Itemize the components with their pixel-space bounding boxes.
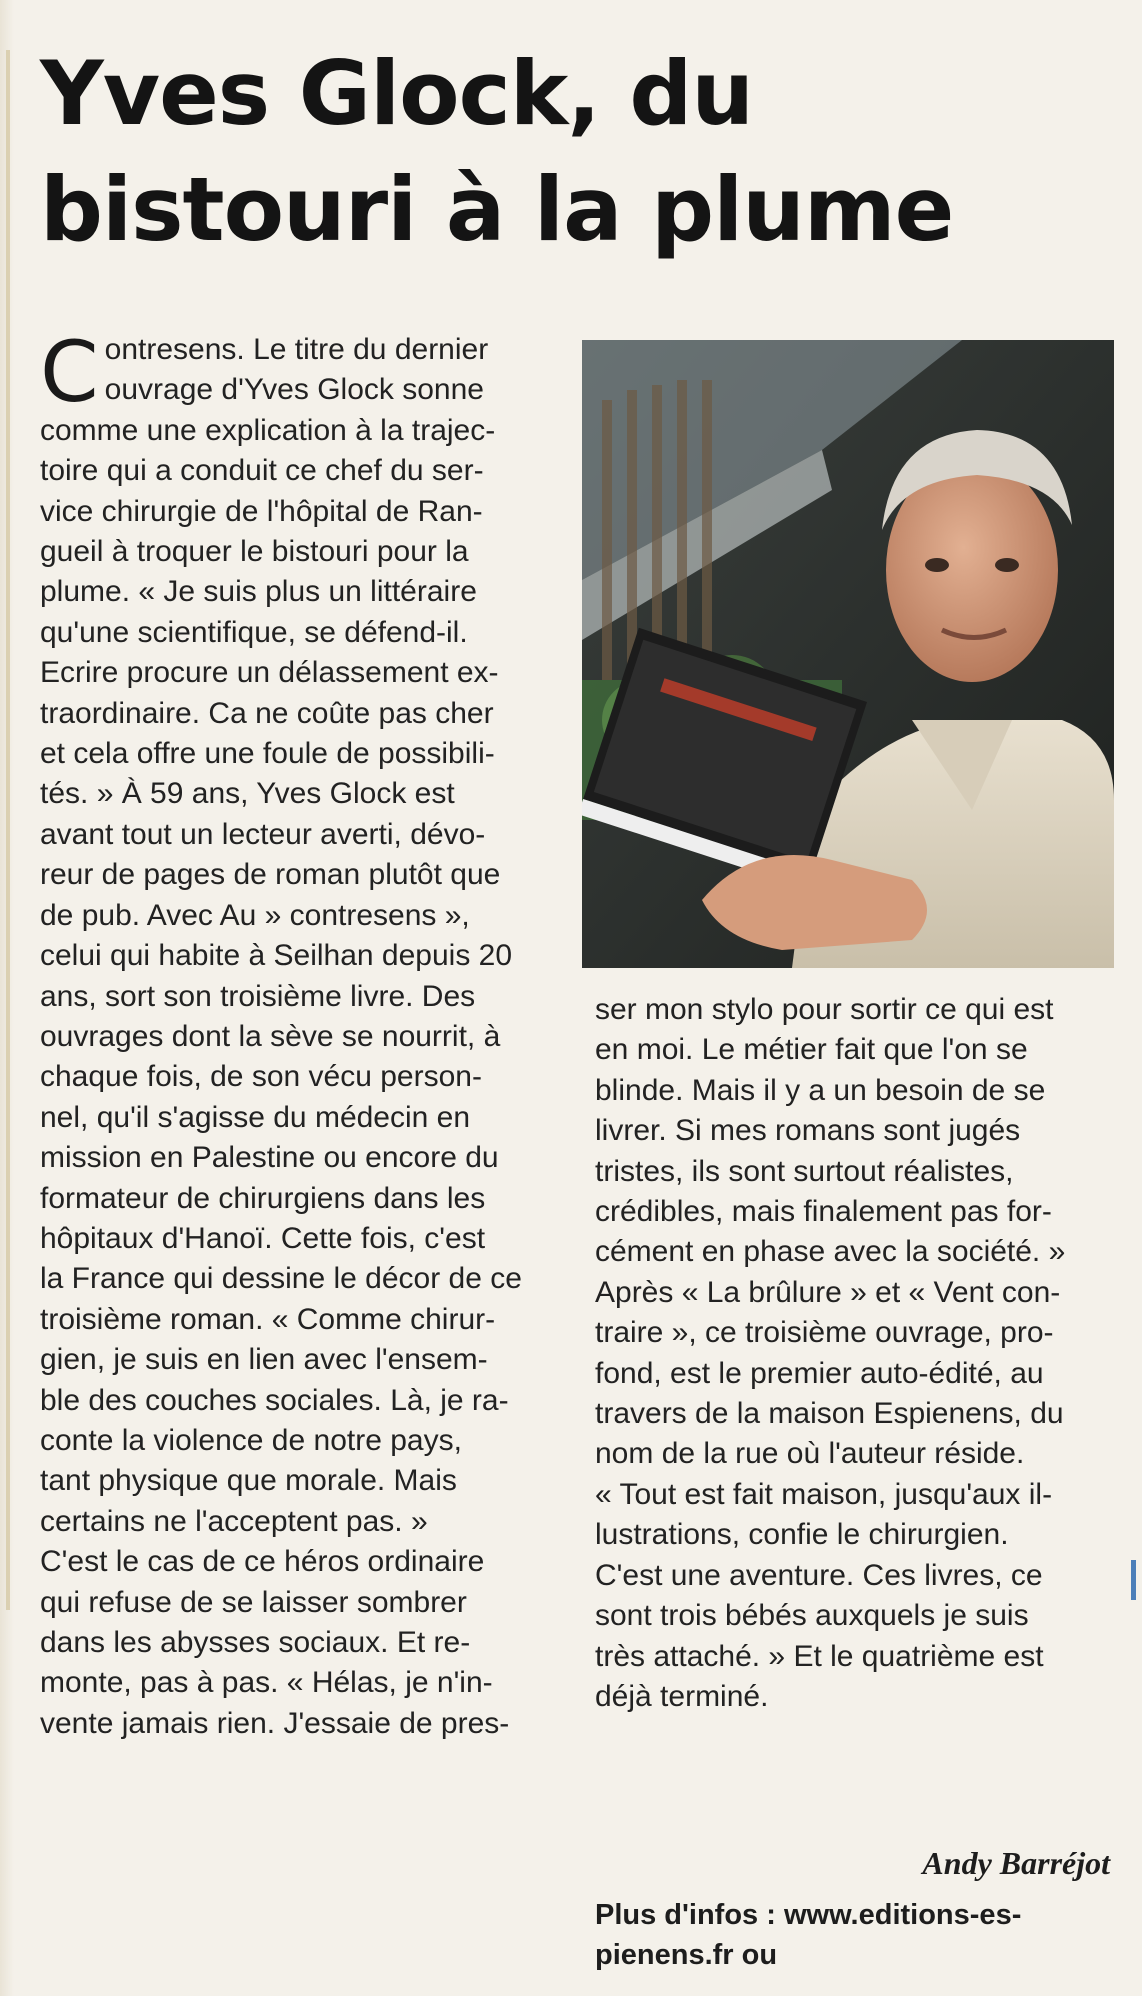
left-column-line: hôpitaux d'Hanoï. Cette fois, c'est (40, 1221, 486, 1255)
headline-line-1: Yves Glock, du (40, 42, 754, 145)
left-column-line: ans, sort son troisième livre. Des (40, 979, 476, 1013)
dropcap-block (40, 330, 560, 411)
more-info-line-1: Plus d'infos : www.editions-es- (595, 1899, 1022, 1931)
margin-accent-bar (6, 50, 10, 1610)
right-column-line: sont trois bébés auxquels je suis (595, 1599, 1029, 1633)
left-column-line: avant tout un lecteur averti, dévo- (40, 817, 486, 851)
portrait-photo (582, 340, 1114, 968)
left-column-line: ontresens. Le titre du dernier (104, 333, 489, 366)
right-column-line: blinde. Mais il y a un besoin de se (595, 1073, 1046, 1107)
left-column-line: ouvrage d'Yves Glock sonne (104, 373, 484, 407)
right-column-line: C'est une aventure. Ces livres, ce (595, 1558, 1043, 1592)
headline (40, 36, 1110, 268)
headline-line-2: bistouri à la plume (40, 158, 954, 261)
left-column-line: mission en Palestine ou encore du (40, 1141, 499, 1175)
left-column-line: plume. « Je suis plus un littéraire (40, 575, 477, 609)
left-column-line: tant physique que morale. Mais (40, 1464, 457, 1498)
right-column (595, 990, 1115, 1717)
right-column-line: tristes, ils sont surtout réalistes, (595, 1154, 1014, 1188)
left-column-line: de pub. Avec Au » contresens », (40, 898, 470, 932)
right-column-line: livrer. Si mes romans sont jugés (595, 1114, 1021, 1148)
left-column-line: chaque fois, de son vécu person- (40, 1060, 482, 1094)
left-column-line: monte, pas à pas. « Hélas, je n'in- (40, 1666, 493, 1700)
right-column-line: nom de la rue où l'auteur réside. (595, 1437, 1025, 1471)
right-column-line: ser mon stylo pour sortir ce qui est (595, 993, 1054, 1026)
left-column-line: Ecrire procure un délassement ex- (40, 656, 499, 690)
left-column-line: celui qui habite à Seilhan depuis 20 (40, 939, 513, 973)
left-column-line: et cela offre une foule de possibili- (40, 737, 495, 771)
dropcap-letter: C (40, 330, 99, 411)
left-column-line: nel, qu'il s'agisse du médecin en (40, 1100, 471, 1134)
right-column-line: cément en phase avec la société. » (595, 1235, 1066, 1269)
right-column-line: en moi. Le métier fait que l'on se (595, 1033, 1028, 1067)
article (30, 0, 1120, 1996)
left-column-line: qu'une scientifique, se défend-il. (40, 615, 468, 649)
portrait-photo-icon (582, 340, 1114, 968)
right-column-line: Après « La brûlure » et « Vent con- (595, 1275, 1061, 1309)
left-column-line: gueil à troquer le bistouri pour la (40, 535, 469, 569)
right-column-line: déjà terminé. (595, 1679, 769, 1713)
left-column-line: vice chirurgie de l'hôpital de Ran- (40, 494, 483, 528)
left-column-line: la France qui dessine le décor de ce (40, 1262, 522, 1296)
left-column-line: certains ne l'acceptent pas. » (40, 1504, 428, 1538)
left-column-line: formateur de chirurgiens dans les (40, 1181, 486, 1215)
left-column-line: dans les abysses sociaux. Et re- (40, 1626, 471, 1659)
left-column (40, 330, 560, 1744)
right-column-line: traire », ce troisième ouvrage, pro- (595, 1316, 1054, 1350)
left-column-line: toire qui a conduit ce chef du ser- (40, 454, 484, 488)
left-column-line: gien, je suis en lien avec l'ensem- (40, 1343, 488, 1377)
right-column-line: fond, est le premier auto-édité, au (595, 1356, 1044, 1390)
right-column-line: « Tout est fait maison, jusqu'aux il- (595, 1477, 1053, 1511)
left-column-line: ouvrages dont la sève se nourrit, à (40, 1019, 501, 1053)
left-column-line: troisième roman. « Comme chirur- (40, 1302, 496, 1336)
left-column-line: qui refuse de se laisser sombrer (40, 1585, 467, 1619)
left-column-line: vente jamais rien. J'essaie de pres- (40, 1706, 510, 1740)
left-column-line: C'est le cas de ce héros ordinaire (40, 1545, 485, 1579)
right-column-line: très attaché. » Et le quatrième est (595, 1639, 1044, 1673)
author-byline: Andy Barréjot (922, 1845, 1110, 1881)
left-column-line: ble des couches sociales. Là, je ra- (40, 1383, 509, 1417)
right-column-line: crédibles, mais finalement pas for- (595, 1195, 1052, 1229)
left-column-line: conte la violence de notre pays, (40, 1423, 462, 1457)
left-column-line: traordinaire. Ca ne coûte pas cher (40, 696, 494, 730)
left-column-line: comme une explication à la trajec- (40, 413, 496, 447)
right-column-line: lustrations, confie le chirurgien. (595, 1518, 1009, 1552)
page-marker (1131, 1560, 1136, 1600)
left-column-line: tés. » À 59 ans, Yves Glock est (40, 777, 455, 811)
left-column-line: reur de pages de roman plutôt que (40, 858, 501, 892)
right-column-line: travers de la maison Espienens, du (595, 1397, 1064, 1431)
more-info-line-2: pienens.fr ou (595, 1939, 778, 1971)
more-info (595, 1895, 1115, 1975)
